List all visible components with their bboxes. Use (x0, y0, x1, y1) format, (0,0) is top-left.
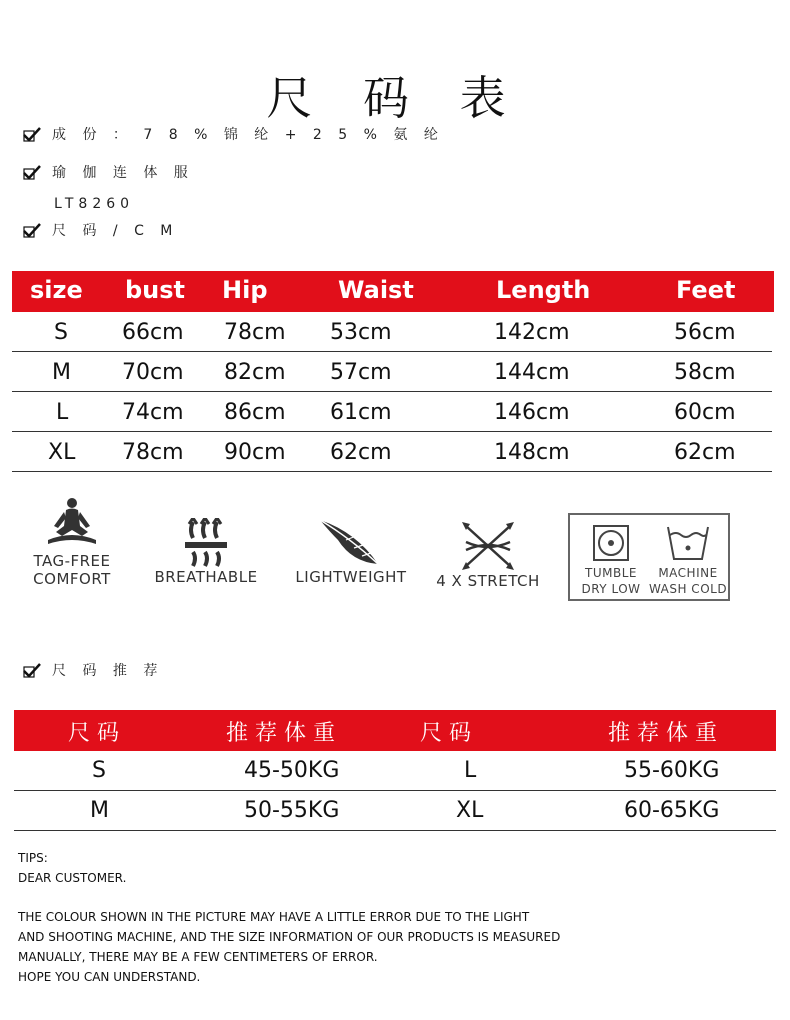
tips-text: THE COLOUR SHOWN IN THE PICTURE MAY HAVE A LITTLE ERROR DUE TO THE LIGHT (18, 910, 530, 924)
header-size: size (30, 276, 83, 304)
care-label-line2: DRY LOW (581, 582, 641, 596)
feature-lightweight (290, 518, 412, 586)
cell-waist: 61cm (330, 400, 392, 425)
cell-size: XL (48, 440, 76, 465)
breathable-icon (181, 518, 231, 568)
table-row (12, 392, 772, 432)
cell-weight: 50-55KG (244, 798, 340, 823)
header-bust: bust (125, 276, 186, 304)
table-row (12, 312, 772, 352)
feature-label-line1: TAG-FREE (33, 552, 111, 570)
cell-length: 142cm (494, 320, 570, 345)
cell-size: S (54, 320, 68, 345)
material-text: 成 份 ： 7 8 % 锦 纶 + 2 5 % 氨 纶 (52, 127, 444, 143)
checkmark-icon (22, 164, 42, 180)
tips-heading: TIPS: (18, 851, 48, 865)
cell-bust: 66cm (122, 320, 184, 345)
size-table-header (12, 271, 774, 312)
tips-text: AND SHOOTING MACHINE, AND THE SIZE INFORMATION OF OUR PRODUCTS IS MEASURED (18, 930, 561, 944)
cell-hip: 86cm (224, 400, 286, 425)
tips-block-2 (18, 907, 560, 987)
care-instructions (568, 513, 730, 601)
header-hip: Hip (222, 276, 268, 304)
tips-text: MANUALLY, THERE MAY BE A FEW CENTIMETERS OF ERROR. (18, 950, 378, 964)
header-size-2: 尺码 (420, 721, 479, 746)
recommend-line (22, 660, 163, 680)
machine-wash-icon (666, 523, 710, 563)
product-code: LT8260 (54, 196, 135, 212)
cell-size: L (464, 758, 477, 783)
cell-feet: 62cm (674, 440, 736, 465)
header-waist: Waist (338, 276, 414, 304)
cell-waist: 53cm (330, 320, 392, 345)
care-machine-wash (648, 523, 728, 597)
cell-weight: 55-60KG (624, 758, 720, 783)
header-weight-1: 推荐体重 (226, 721, 343, 746)
size-unit-line (22, 220, 178, 240)
feature-stretch (430, 520, 546, 590)
cell-size: XL (456, 798, 484, 823)
product-type-text: 瑜 伽 连 体 服 (52, 165, 194, 181)
care-tumble-dry (576, 523, 646, 597)
cell-bust: 78cm (122, 440, 184, 465)
cell-waist: 57cm (330, 360, 392, 385)
cell-hip: 78cm (224, 320, 286, 345)
cell-weight: 60-65KG (624, 798, 720, 823)
cell-bust: 74cm (122, 400, 184, 425)
feature-label-line2: COMFORT (33, 570, 111, 588)
feather-icon (316, 518, 386, 568)
cell-feet: 56cm (674, 320, 736, 345)
cell-hip: 82cm (224, 360, 286, 385)
cell-bust: 70cm (122, 360, 184, 385)
cell-weight: 45-50KG (244, 758, 340, 783)
cell-feet: 58cm (674, 360, 736, 385)
header-size-1: 尺码 (68, 721, 127, 746)
care-label-line1: TUMBLE (585, 566, 637, 580)
cell-size: S (92, 758, 106, 783)
care-label-line2: WASH COLD (648, 582, 728, 596)
tips-text: HOPE YOU CAN UNDERSTAND. (18, 970, 201, 984)
recommend-text: 尺 码 推 荐 (52, 663, 164, 679)
table-row (12, 352, 772, 392)
header-feet: Feet (676, 276, 736, 304)
table-row (14, 791, 776, 831)
size-unit-text: 尺 码 / C M (52, 223, 179, 239)
tips-block-1 (18, 848, 126, 888)
header-length: Length (496, 276, 591, 304)
weight-table-header (14, 710, 776, 751)
feature-tag-free (22, 496, 122, 588)
feature-breathable (150, 518, 262, 586)
feature-label-line1: 4 X STRETCH (436, 572, 540, 590)
checkmark-icon (22, 662, 42, 678)
product-type-line (22, 162, 194, 182)
cell-size: L (56, 400, 69, 425)
checkmark-icon (22, 222, 42, 238)
page-title: 尺 码 表 (266, 71, 524, 125)
tips-greeting: DEAR CUSTOMER. (18, 871, 127, 885)
tumble-dry-icon (591, 523, 631, 563)
table-row (12, 432, 772, 472)
feature-label-line1: BREATHABLE (154, 568, 258, 586)
stretch-arrows-icon (458, 520, 518, 572)
cell-size: M (90, 798, 109, 823)
cell-hip: 90cm (224, 440, 286, 465)
cell-size: M (52, 360, 71, 385)
feature-label-line1: LIGHTWEIGHT (295, 568, 407, 586)
meditation-icon (42, 496, 102, 552)
cell-feet: 60cm (674, 400, 736, 425)
care-label-line1: MACHINE (658, 566, 718, 580)
cell-length: 144cm (494, 360, 570, 385)
cell-length: 148cm (494, 440, 570, 465)
material-line (22, 124, 444, 144)
cell-waist: 62cm (330, 440, 392, 465)
table-row (14, 751, 776, 791)
header-weight-2: 推荐体重 (608, 721, 725, 746)
checkmark-icon (22, 126, 42, 142)
cell-length: 146cm (494, 400, 570, 425)
